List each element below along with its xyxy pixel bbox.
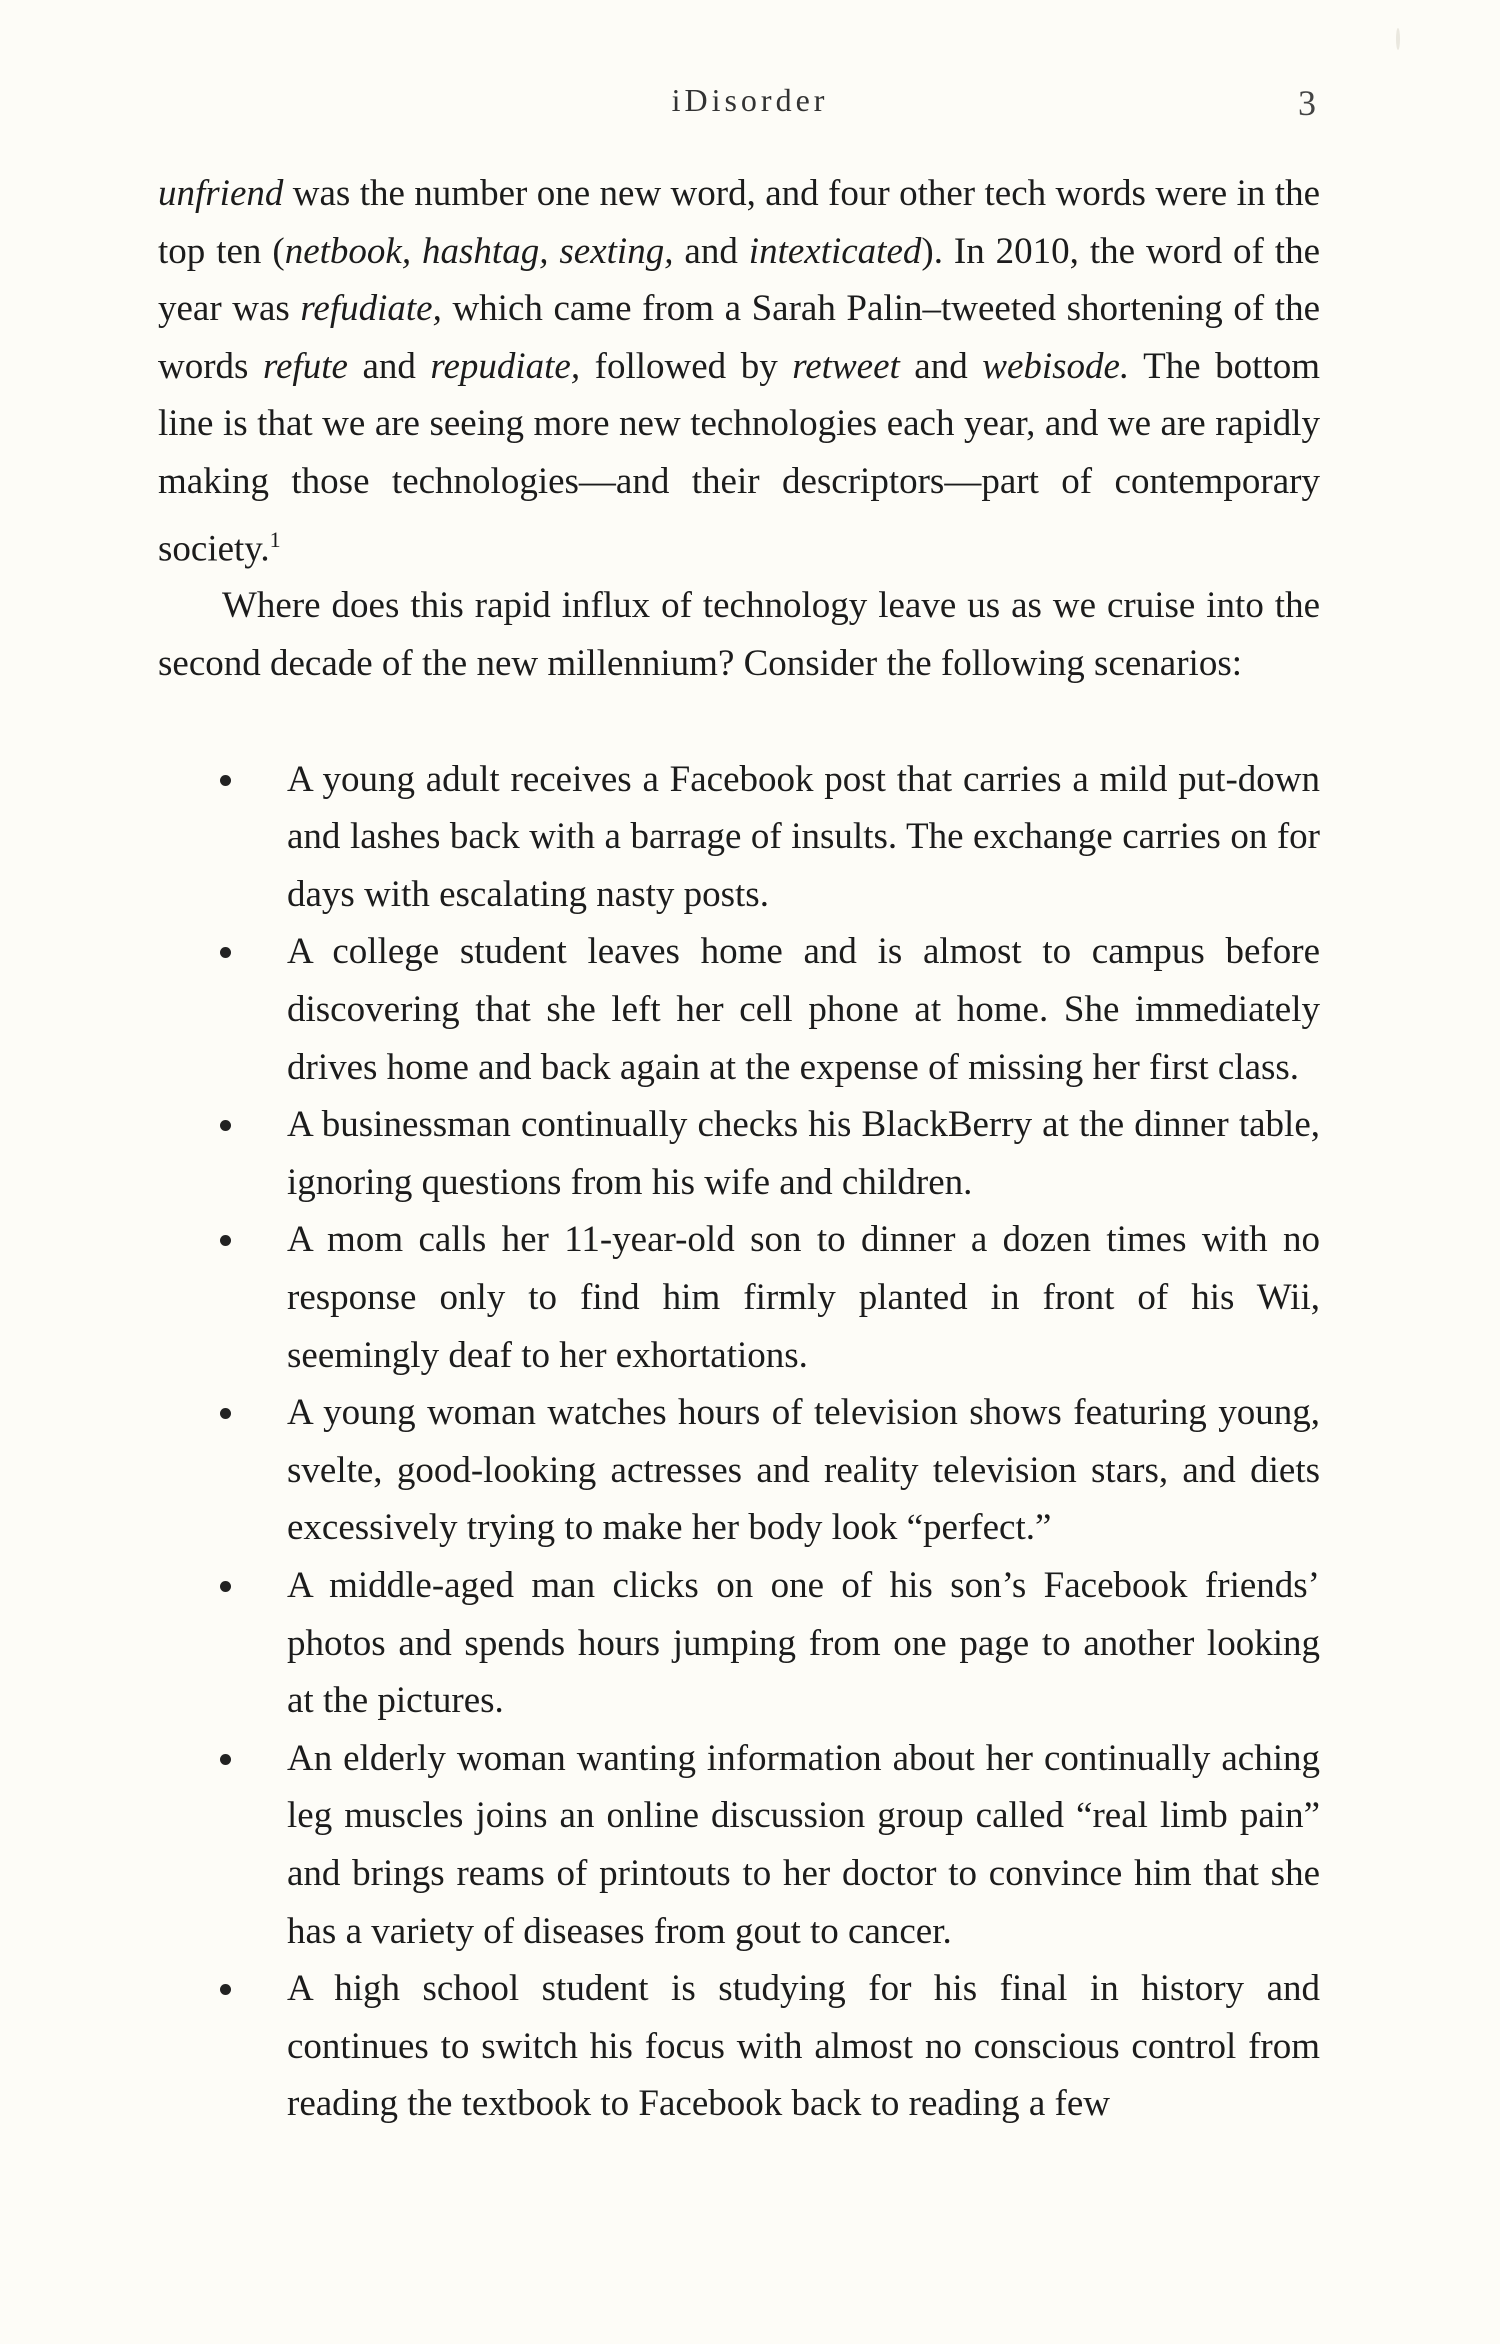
list-item-text: A high school student is studying for his final in history and continues to switch his focus with almost no conscious control from reading the textbook to Facebook back to reading a few — [287, 1968, 1320, 2125]
text-run: followed by — [580, 345, 793, 387]
bullet-icon — [220, 1120, 231, 1131]
footnote-marker[interactable]: 1 — [269, 526, 281, 552]
italic-term: refute — [262, 345, 348, 387]
list-item — [158, 1730, 1320, 1960]
list-item-text: A young woman watches hours of television shows featuring young, svelte, good-looking actresses and reality television stars, and diets excessively trying to make her body look “perfect.” — [287, 1392, 1320, 1549]
list-item-text: A businessman continually checks his BlackBerry at the dinner table, ignoring questions from his wife and children. — [287, 1104, 1320, 1203]
list-item — [158, 1096, 1320, 1211]
paper-smudge — [1396, 28, 1400, 50]
page-number: 3 — [1298, 83, 1316, 123]
list-item-text: A middle-aged man clicks on one of his son’s Facebook friends’ photos and spends hours jumping from one page to another looking at the pictures. — [287, 1564, 1320, 1722]
list-item — [158, 1960, 1320, 2133]
list-item — [158, 1211, 1320, 1384]
italic-term: retweet — [792, 345, 900, 387]
running-title: iDisorder — [671, 82, 829, 118]
body-text — [158, 165, 1320, 2133]
paragraph: Where does this rapid influx of technology leave us as we cruise into the second decade of the new millennium? Consider the following scenarios: — [158, 585, 1320, 685]
list-item-text: A mom calls her 11-year-old son to dinner a dozen times with no response only to find him firmly planted in front of his Wii, seemingly deaf to her exhortations. — [287, 1219, 1320, 1376]
list-item — [158, 751, 1320, 924]
text-run: and — [899, 345, 983, 387]
scenario-list — [158, 751, 1320, 2133]
list-item — [158, 1557, 1320, 1730]
text-run: which came from a Sarah Palin–tweeted shortening of the words — [158, 288, 1321, 387]
italic-term: unfriend — [158, 173, 284, 214]
text-run: ). In 2010, the word of the year was — [158, 230, 1320, 330]
text-run: and — [347, 345, 431, 387]
bullet-icon — [220, 1984, 231, 1995]
bullet-icon — [220, 1754, 231, 1765]
italic-term: netbook, hashtag, sexting, — [284, 230, 674, 272]
bullet-icon — [220, 1235, 231, 1246]
list-item-text: A college student leaves home and is almost to campus before discovering that she left her cell phone at home. She immediately drives home and back again at the expense of missing her first class. — [287, 931, 1320, 1088]
bullet-icon — [220, 1408, 231, 1419]
running-header — [0, 82, 1500, 132]
text-run: The bottom line is that we are seeing more new technologies each year, and we are rapidly making those technologies—and their descriptors—part of contemporary society. — [158, 345, 1320, 569]
list-item-text: A young adult receives a Facebook post that carries a mild put-down and lashes back with a barrage of insults. The exchange carries on for days with escalating nasty posts. — [287, 758, 1320, 915]
text-run: and — [673, 230, 749, 272]
italic-term: repudiate, — [430, 345, 581, 387]
text-run: was the number one new word, and four other tech words were in the top ten ( — [158, 173, 1320, 272]
list-item-text: An elderly woman wanting information about her continually aching leg muscles joins an online discussion group called “real limb pain” and brings reams of printouts to her doctor to convince him that she has a variety of diseases from gout to cancer. — [287, 1737, 1320, 1952]
italic-term: intexticated — [748, 230, 922, 272]
italic-term: webisode. — [982, 345, 1130, 387]
italic-term: refudiate, — [300, 288, 442, 330]
list-item — [158, 1384, 1320, 1557]
bullet-icon — [220, 947, 231, 958]
bullet-icon — [220, 1581, 231, 1592]
list-item — [158, 923, 1320, 1096]
paragraph — [158, 165, 1320, 577]
bullet-icon — [220, 775, 231, 786]
